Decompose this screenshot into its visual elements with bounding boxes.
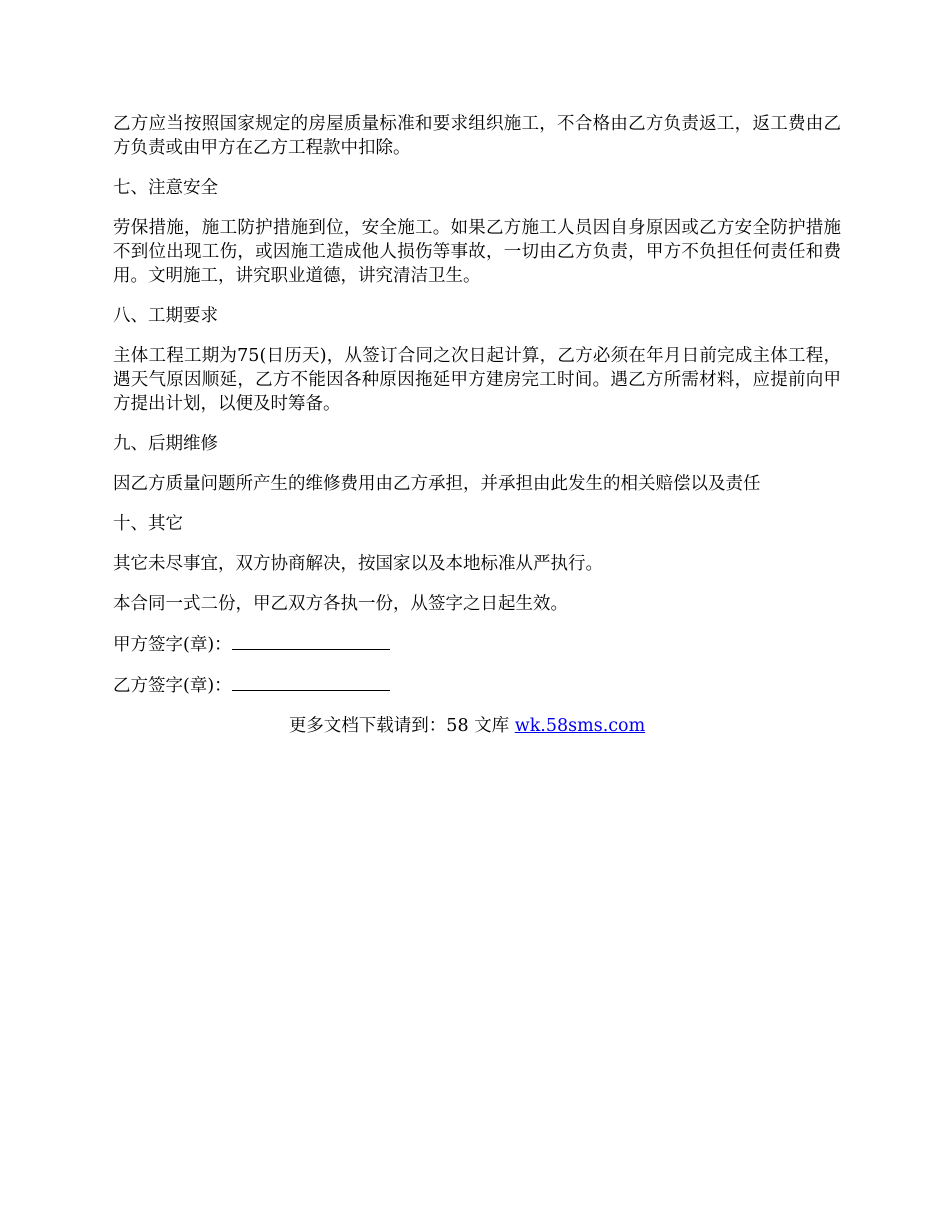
heading-other: 十、其它 xyxy=(113,514,183,534)
footer xyxy=(103,714,831,738)
paragraph-copies: 本合同一式二份，甲乙双方各执一份，从签字之日起生效。 xyxy=(113,594,568,614)
paragraph-schedule: 主体工程工期为75(日历天)，从签订合同之次日起计算，乙方必须在年月日前完成主体工程，遇天气原因顺延，乙方不能因各种原因拖延甲方建房完工时间。遇乙方所需材料，应提前向甲方提出计划，以便及时筹备。 xyxy=(113,346,841,414)
paragraph-quality: 乙方应当按照国家规定的房屋质量标准和要求组织施工，不合格由乙方负责返工，返工费由乙方负责或由甲方在乙方工程款中扣除。 xyxy=(113,114,841,158)
footer-link[interactable]: wk.58sms.com xyxy=(514,716,646,736)
footer-prefix: 更多文档下载请到：58 文库 xyxy=(288,716,515,736)
heading-maintenance: 九、后期维修 xyxy=(113,434,218,454)
paragraph-safety: 劳保措施，施工防护措施到位，安全施工。如果乙方施工人员因自身原因或乙方安全防护措施不到位出现工伤，或因施工造成他人损伤等事故，一切由乙方负责，甲方不负担任何责任和费用。文明施工，讲究职业道德，讲究清洁卫生。 xyxy=(113,218,841,286)
document-page xyxy=(113,112,841,738)
signature-party-b xyxy=(113,673,841,698)
signature-party-b-blank xyxy=(232,673,390,691)
signature-party-a-blank xyxy=(232,632,390,650)
signature-party-a xyxy=(113,632,841,657)
heading-safety: 七、注意安全 xyxy=(113,178,218,198)
paragraph-maintenance: 因乙方质量问题所产生的维修费用由乙方承担，并承担由此发生的相关赔偿以及责任 xyxy=(113,474,761,494)
heading-schedule: 八、工期要求 xyxy=(113,306,218,326)
paragraph-other: 其它未尽事宜，双方协商解决，按国家以及本地标准从严执行。 xyxy=(113,554,603,574)
signature-party-a-label: 甲方签字(章)： xyxy=(113,635,232,655)
signature-party-b-label: 乙方签字(章)： xyxy=(113,676,232,696)
